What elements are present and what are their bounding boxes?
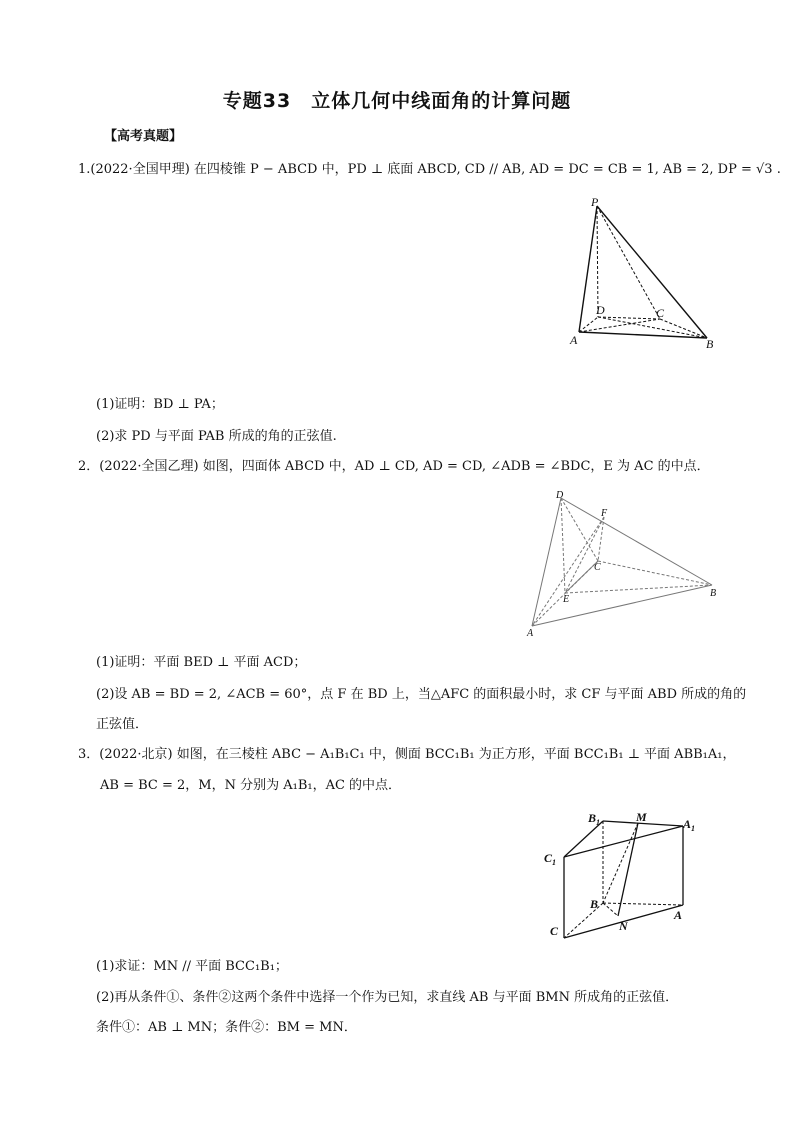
label-A: A [570, 333, 578, 347]
label-D: D [556, 490, 564, 501]
problem-3-conditions: 条件①：AB ⊥ MN；条件②：BM = MN． [96, 1020, 357, 1035]
problem-3-stem-line1: 3．(2022·北京) 如图，在三棱柱 ABC − A₁B₁C₁ 中，侧面 BCC₁B₁ 为正方形，平面 BCC₁B₁ ⊥ 平面 ABB₁A₁， [78, 747, 736, 762]
label-B: B [710, 588, 717, 599]
label-A: A [674, 908, 683, 922]
problem-3-q1: (1)求证：MN // 平面 BCC₁B₁； [96, 959, 288, 974]
label-B1: $B_1$ [588, 811, 601, 827]
label-M: M [636, 810, 647, 824]
figure-1-pyramid [560, 192, 730, 352]
problem-2-q2-line1: (2)设 AB = BD = 2, ∠ACB = 60°，点 F 在 BD 上，当△AFC 的面积最小时，求 CF 与平面 ABD 所成的角的 [96, 687, 747, 702]
problem-1-q1: (1)证明：BD ⊥ PA； [96, 397, 224, 412]
label-E: E [563, 594, 570, 605]
section-heading: 【高考真题】 [104, 129, 183, 144]
label-N: N [619, 919, 628, 933]
label-B: B [590, 897, 599, 911]
problem-3-q2: (2)再从条件①、条件②这两个条件中选择一个作为已知，求直线 AB 与平面 BMN 所成角的正弦值． [96, 990, 679, 1005]
label-C: C [550, 924, 559, 938]
label-A1: $A_1$ [683, 817, 696, 833]
label-A: A [527, 628, 534, 639]
problem-1-stem: 1.(2022·全国甲理) 在四棱锥 P − ABCD 中，PD ⊥ 底面 ABCD, CD // AB, AD = DC = CB = 1, AB = 2, DP = √3 . [78, 162, 781, 177]
label-P: P [591, 195, 599, 209]
problem-2-q1: (1)证明：平面 BED ⊥ 平面 ACD； [96, 655, 307, 670]
problem-2-stem: 2．(2022·全国乙理) 如图，四面体 ABCD 中，AD ⊥ CD, AD = CD, ∠ADB = ∠BDC，E 为 AC 的中点． [78, 459, 710, 474]
label-C: C [594, 562, 601, 573]
problem-3-stem-line2: AB = BC = 2，M，N 分别为 A₁B₁，AC 的中点． [100, 778, 402, 793]
label-C1: $C_1$ [544, 851, 557, 867]
label-C: C [656, 306, 665, 320]
label-D: D [596, 303, 605, 317]
problem-2-q2-line2: 正弦值． [96, 717, 149, 732]
label-B: B [706, 337, 714, 351]
page-title: 专题33 立体几何中线面角的计算问题 [222, 90, 572, 112]
label-F: F [601, 508, 608, 519]
figure-3-prism [540, 808, 710, 943]
figure-2-tetrahedron [520, 484, 725, 639]
problem-1-q2: (2)求 PD 与平面 PAB 所成的角的正弦值. [96, 429, 337, 444]
